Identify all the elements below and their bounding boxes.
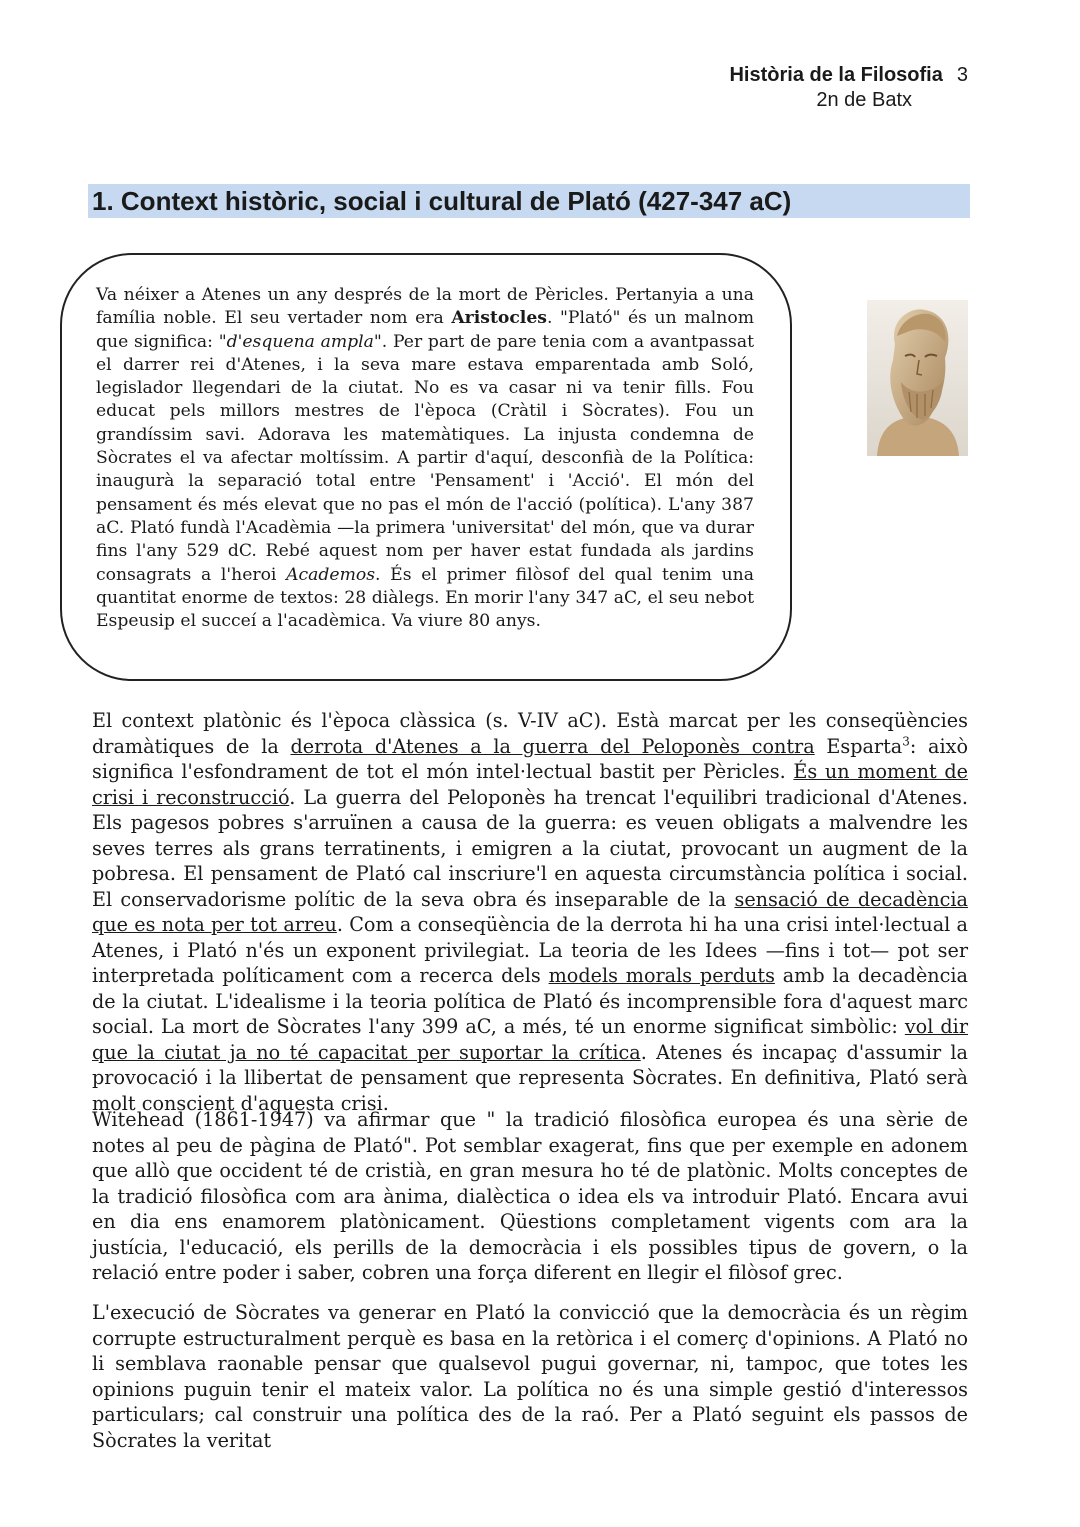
plato-bust-illustration xyxy=(867,300,968,456)
section-heading: 1. Context històric, social i cultural de Plató (427-347 aC) xyxy=(88,184,970,218)
header-course: 2n de Batx xyxy=(816,89,912,111)
context-paragraph: El context platònic és l'època clàssica (s. V-IV aC). Està marcat per les conseqüències dramàtiques de la derrota d'Atenes a la guerra del Peloponès contra Esparta$^3$: això significa l'esfondrament de tot el món intel·lectual bastit per Pèricles. És un moment de crisi i reconstrucció. La guerra del Peloponès ha trencat l'equilibri tradicional d'Atenes. Els pagesos pobres s'arruïnen a causa de la guerra: es veuen obligats a malvendre les seves terres als grans terratinents, i emigren a la ciutat, provocant un augment de la pobresa. El pensament de Plató cal inscriure'l en aquesta circumstància política i social. El conservadorisme polític de la seva obra és inseparable de la sensació de decadència que es nota per tot arreu. Com a conseqüència de la derrota hi ha una crisi intel·lectual a Atenes, i Plató n'és un exponent privilegiat. La teoria de les Idees —fins i tot— pot ser interpretada políticament com a recerca dels models morals perduts amb la decadència de la ciutat. L'idealisme i la teoria política de Plató és incomprensible fora d'aquest marc social. La mort de Sòcrates l'any 399 aC, a més, té un enorme significat simbòlic: vol dir que la ciutat ja no té capacitat per suportar la crítica. Atenes és incapaç d'assumir la provocació i la llibertat de pensament que representa Sòcrates. En definitiva, Plató serà molt conscient d'aquesta crisi. xyxy=(92,709,969,1115)
academos-name: Academos xyxy=(286,564,376,585)
underlined-criticism: vol dir que la ciutat ja no té capacitat per suportar la crítica xyxy=(92,1015,968,1064)
nickname-meaning: d'esquena ampla xyxy=(226,331,374,352)
underlined-war-defeat: derrota d'Atenes a la guerra del Peloponès contra xyxy=(290,734,815,758)
header-title: Història de la Filosofia xyxy=(729,64,943,86)
real-name: Aristocles xyxy=(451,308,547,329)
page-header xyxy=(729,64,968,112)
underlined-crisis: És un moment de crisi i reconstrucció xyxy=(92,760,968,809)
whitehead-paragraph: Witehead (1861-1947) va afirmar que " la tradició filosòfica europea és una sèrie de notes al peu de pàgina de Plató". Pot semblar exagerat, fins que per exemple en adonem que allò que occident té de cristià, en gran mesura ho té de platònic. Molts conceptes de la tradició filosòfica com ara ànima, dialèctica o idea els va introduir Plató. Encara avui en dia ens enamorem platònicament. Qüestions completament vigents com ara la justícia, l'educació, els perills de la democràcia i els possibles tipus de govern, o la relació entre poder i saber, cobren una força diferent en llegir el filòsof grec. xyxy=(92,1108,968,1284)
header-title-line xyxy=(729,64,968,87)
execution-paragraph: L'execució de Sòcrates va generar en Plató la convicció que la democràcia és un règim corrupte estructuralment perquè es basa en la retòrica i el comerç d'opinions. A Plató no li semblava raonable pensar que qualsevol pugui governar, ni, tampoc, que totes les opinions puguin tenir el mateix valor. La política no és una simple gestió d'interessos particulars; cal construir una política des de la raó. Per a Plató seguint els passos de Sòcrates la veritat xyxy=(92,1301,968,1452)
page-number: 3 xyxy=(956,64,968,86)
biography-text: Va néixer a Atenes un any després de la mort de Pèricles. Pertanyia a una família noble. El seu vertader nom era Aristocles. "Plató" és un malnom que significa: "d'esquena ampla". Per part de pare tenia com a avantpassat el darrer rei d'Atenes, i la seva mare estava emparentada amb Soló, legislador llegendari de la ciutat. No es va casar ni va tenir fills. Fou educat pels millors mestres de l'època (Cràtil i Sòcrates). Fou un grandíssim savi. Adorava les matemàtiques. La injusta condemna de Sòcrates el va afectar moltíssim. A partir d'aquí, desconfià de la Política: inaugurà la separació total entre 'Pensament' i 'Acció'. El món del pensament és més elevat que no pas el món de l'acció (política). L'any 387 aC. Plató fundà l'Acadèmia —la primera 'universitat' del món, que va durar fins l'any 529 dC. Rebé aquest nom per haver estat fundada als jardins consagrats a l'heroi Academos. És el primer filòsof del qual tenim una quantitat enorme de textos: 28 diàlegs. En morir l'any 347 aC, el seu nebot Espeusip el succeí a l'acadèmica. Va viure 80 anys. xyxy=(96,285,755,632)
footnote-marker[interactable]: 3 xyxy=(902,734,910,749)
underlined-decadence: sensació de decadència que es nota per tot arreu xyxy=(92,887,968,936)
underlined-moral-models: models morals perduts xyxy=(548,964,775,987)
plato-bust-image xyxy=(867,300,968,456)
